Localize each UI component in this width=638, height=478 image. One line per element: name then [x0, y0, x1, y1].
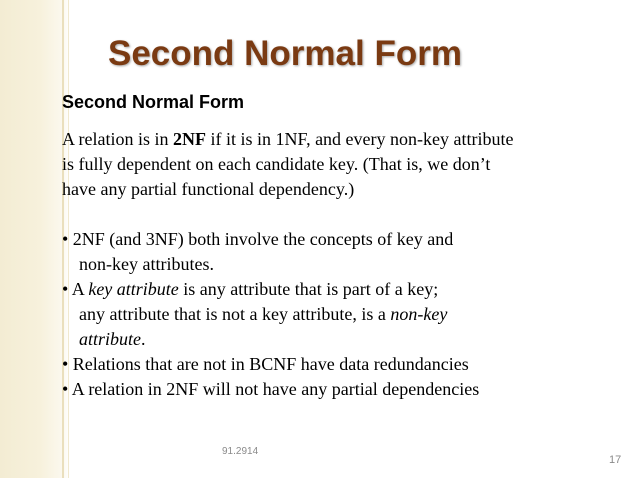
intro-bold-2nf: 2NF	[173, 129, 206, 149]
intro-line-2: is fully dependent on each candidate key. (That is, we don’t	[62, 154, 491, 174]
decorative-side-band	[0, 0, 70, 478]
bullet-2-rest: is any attribute that is part of a key;	[178, 279, 439, 299]
bullet-1-line-1: • 2NF (and 3NF) both involve the concepts of key and	[62, 229, 454, 249]
slide-title: Second Normal Form	[108, 34, 462, 73]
footer-date: 91.2914	[222, 446, 259, 457]
term-key-attribute: key attribute	[88, 279, 179, 299]
term-non-key: non-key	[390, 304, 448, 324]
term-attribute: attribute	[79, 329, 141, 349]
bullet-4: • A relation in 2NF will not have any partial dependencies	[62, 379, 480, 399]
bullet-2-line-3	[62, 327, 622, 352]
paragraph-gap	[62, 202, 622, 227]
period: .	[141, 329, 146, 349]
intro-text-rest: if it is in 1NF, and every non-key attribute	[206, 129, 514, 149]
intro-text: A relation is in	[62, 129, 173, 149]
slide-number: 17	[609, 454, 622, 466]
bullet-2-line-1	[62, 277, 622, 302]
bullet-1-line-2: non-key attributes.	[79, 254, 214, 274]
intro-line-1	[62, 127, 622, 152]
intro-line-3: have any partial functional dependency.)	[62, 179, 355, 199]
bullet-2-line-2-text: any attribute that is not a key attribute, is a	[79, 304, 391, 324]
slide-subtitle: Second Normal Form	[62, 92, 245, 112]
slide-body	[62, 127, 622, 402]
bullet-3: • Relations that are not in BCNF have data redundancies	[62, 354, 469, 374]
bullet-2-prefix: • A	[62, 279, 89, 299]
bullet-2-line-2	[62, 302, 622, 327]
